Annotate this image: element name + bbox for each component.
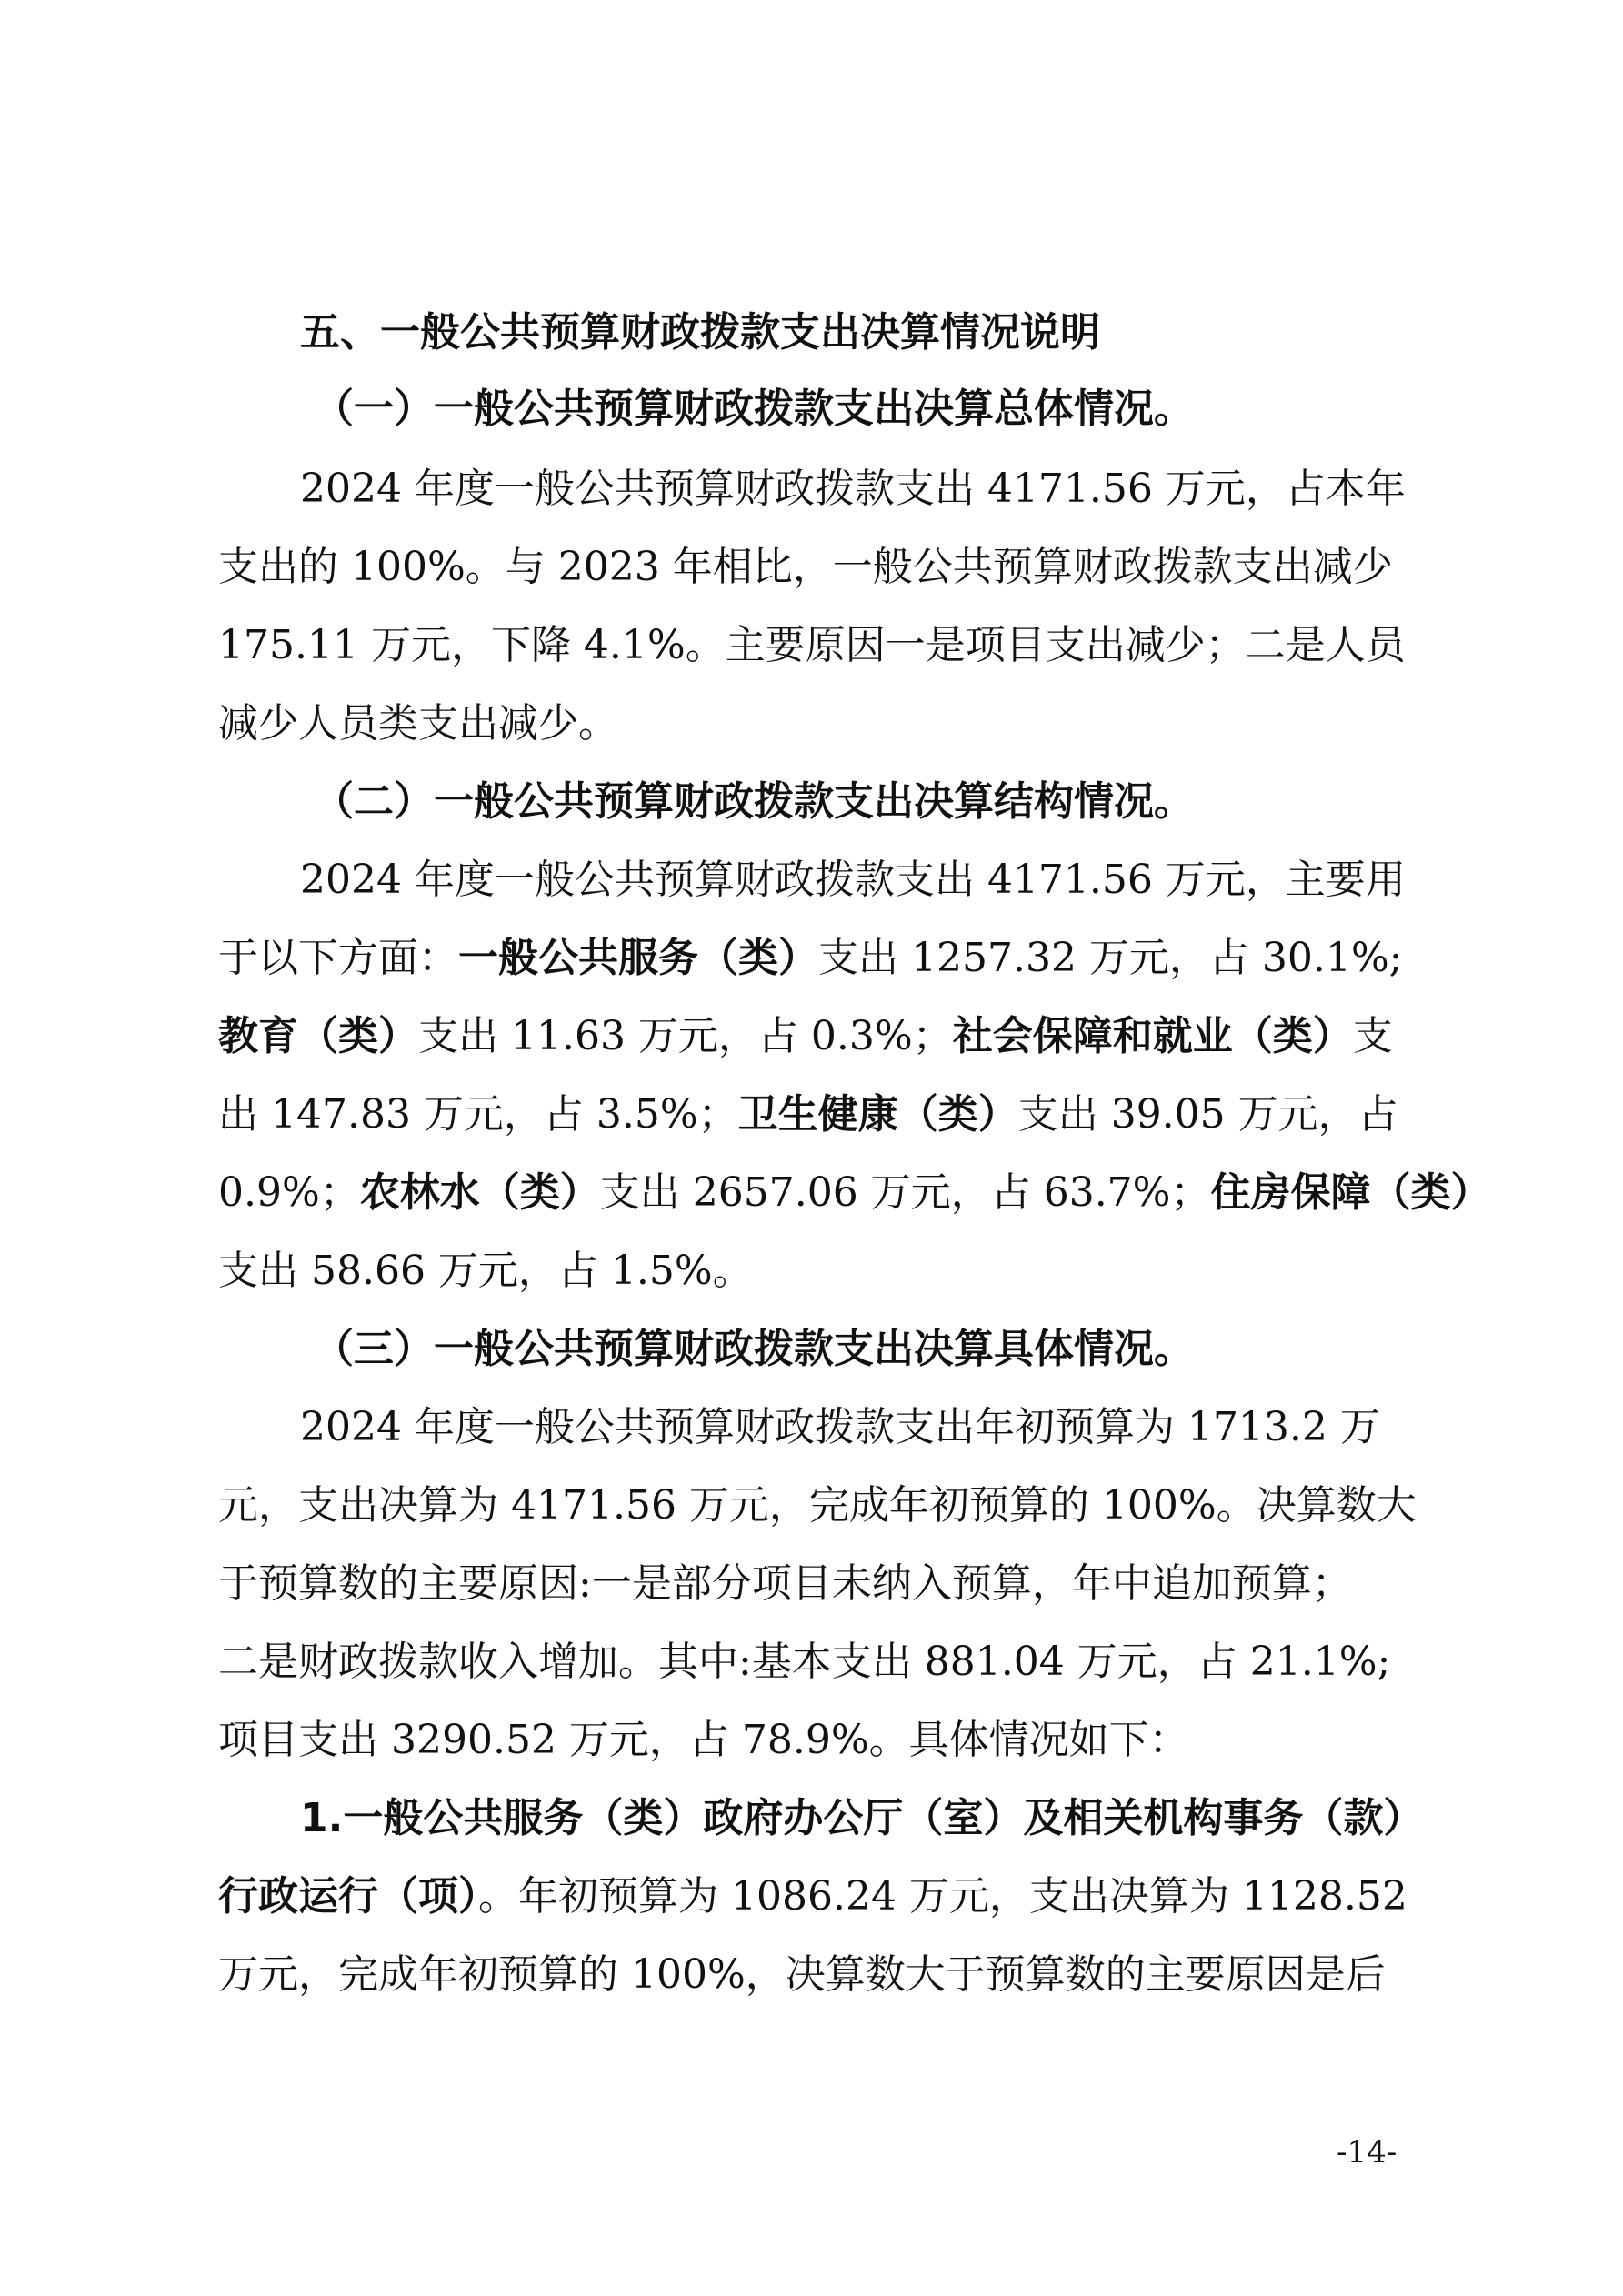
text-span: 支出 11.63 万元，占 0.3%；	[418, 1013, 953, 1059]
section-3-line: 2024 年度一般公共预算财政拨款支出年初预算为 1713.2 万	[300, 1404, 1380, 1450]
section-2-line	[218, 1011, 1400, 1062]
category-label: 住房保障（类）	[1210, 1169, 1491, 1216]
text-span: 。年初预算为 1086.24 万元，支出决算为 1128.52	[478, 1873, 1408, 1920]
section-2-title: （二）一般公共预算财政拨款支出决算结构情况。	[314, 778, 1194, 825]
section-1-line: 减少人员类支出减少。	[218, 700, 618, 747]
item-label: 行政运行（项）	[218, 1873, 478, 1920]
category-label: 一般公共服务（类）	[458, 935, 818, 981]
category-label: 教育（类）	[218, 1013, 418, 1059]
section-3-line: 项目支出 3290.52 万元，占 78.9%。具体情况如下：	[218, 1717, 1189, 1763]
text-span: 支	[1352, 1013, 1393, 1059]
section-2-line	[218, 1089, 1400, 1140]
section-3-title: （三）一般公共预算财政拨款支出决算具体情况。	[314, 1326, 1194, 1372]
text-span: 0.9%；	[218, 1169, 360, 1216]
section-2-line	[218, 933, 1403, 984]
section-2-line: 支出 58.66 万元，占 1.5%。	[218, 1248, 753, 1294]
text-span: 支出 2657.06 万元，占 63.7%；	[599, 1169, 1211, 1216]
text-span: 支出 1257.32 万元，占 30.1%;	[818, 935, 1403, 981]
section-1-line: 支出的 100%。与 2023 年相比，一般公共预算财政拨款支出减少	[218, 544, 1393, 590]
text-span: 出 147.83 万元，占 3.5%；	[218, 1091, 738, 1138]
item-1-line	[218, 1871, 1408, 1922]
section-3-line: 二是财政拨款收入增加。其中:基本支出 881.04 万元，占 21.1%;	[218, 1639, 1391, 1685]
category-label: 农林水（类）	[359, 1169, 600, 1216]
item-1-line: 万元，完成年初预算的 100%，决算数大于预算数的主要原因是后	[218, 1951, 1386, 1998]
category-label: 社会保障和就业（类）	[952, 1013, 1353, 1059]
page-number: -14-	[1337, 2134, 1398, 2171]
section-3-line: 元，支出决算为 4171.56 万元，完成年初预算的 100%。决算数大	[218, 1482, 1417, 1529]
section-2-line	[218, 1168, 1491, 1218]
text-span: 于以下方面：	[218, 935, 458, 981]
section-1-line: 2024 年度一般公共预算财政拨款支出 4171.56 万元，占本年	[300, 466, 1406, 512]
section-2-line: 2024 年度一般公共预算财政拨款支出 4171.56 万元，主要用	[300, 857, 1406, 903]
section-3-line: 于预算数的主要原因:一是部分项目未纳入预算，年中追加预算；	[218, 1560, 1352, 1607]
category-label: 卫生健康（类）	[737, 1091, 1018, 1138]
text-span: 支出 39.05 万元，占	[1017, 1091, 1398, 1138]
section-1-line: 175.11 万元，下降 4.1%。主要原因一是项目支出减少；二是人员	[218, 622, 1406, 668]
main-heading: 五、一般公共预算财政拨款支出决算情况说明	[300, 309, 1100, 356]
section-1-title: （一）一般公共预算财政拨款支出决算总体情况。	[314, 386, 1194, 432]
item-1-title: 1.一般公共服务（类）政府办公厅（室）及相关机构事务（款）	[300, 1795, 1424, 1841]
